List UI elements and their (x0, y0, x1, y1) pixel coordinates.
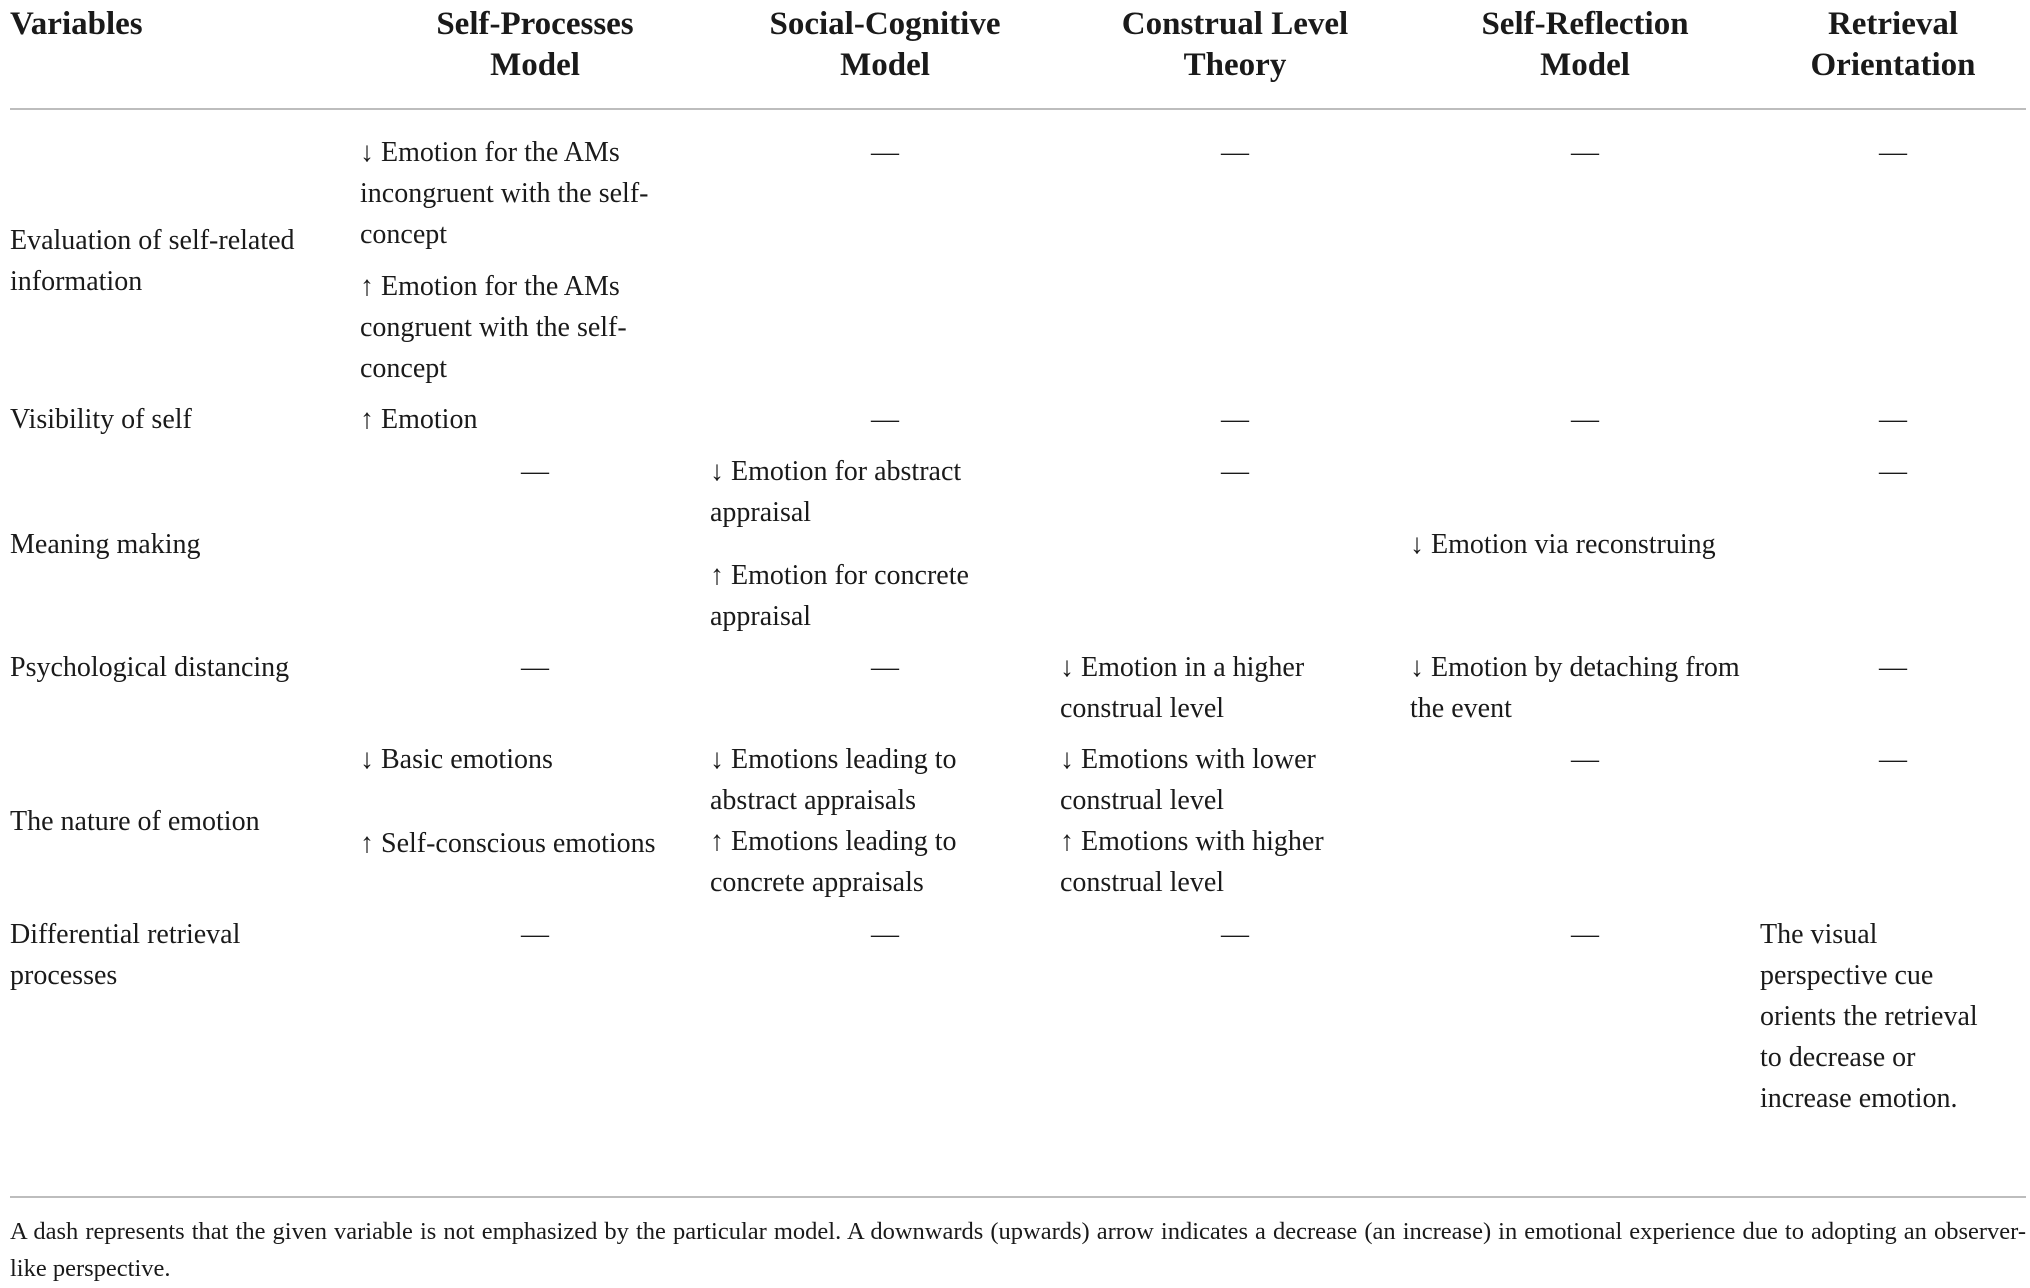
variable-cell: The nature of emotion (10, 805, 260, 837)
cell-text: ↓ Emotion via reconstruing (1410, 528, 1716, 560)
table-header (10, 0, 2026, 109)
cell-text: ↓ Emotion by detaching from the event (1410, 652, 1740, 724)
social-cognitive-cell: — (871, 137, 899, 168)
self-reflection-cell: — (1571, 404, 1599, 435)
table-row (10, 399, 2026, 451)
header-variables: Variables (10, 0, 360, 109)
retrieval-orientation-cell: — (1879, 137, 1907, 168)
header-self-processes-model (360, 0, 710, 109)
social-cognitive-cell: — (871, 919, 899, 950)
social-cognitive-cell: — (871, 652, 899, 683)
cell-text: ↓ Emotion for abstract appraisal (710, 456, 962, 528)
cell-text: ↓ Basic emotions (360, 744, 553, 775)
variable-cell: Psychological distancing (10, 652, 290, 683)
variable-cell (10, 914, 360, 1135)
social-cognitive-cell: — (871, 404, 899, 435)
cell-text: ↑ Emotions leading to concrete appraisals (710, 826, 957, 898)
retrieval-orientation-cell: — (1879, 456, 1907, 487)
construal-level-cell: — (1221, 456, 1249, 487)
self-reflection-cell (1410, 451, 1760, 647)
table-row (10, 451, 2026, 647)
retrieval-orientation-cell: — (1879, 404, 1907, 435)
construal-level-cell (1060, 647, 1410, 739)
self-processes-cell: ↑ Emotion (360, 404, 478, 435)
header-construal-level-theory (1060, 0, 1410, 109)
cell-text: ↓ Emotions leading to abstract appraisals (710, 744, 957, 816)
table-row (10, 739, 2026, 914)
cell-text: ↑ Self-conscious emotions (360, 828, 656, 859)
self-reflection-cell: — (1571, 137, 1599, 168)
self-processes-cell: — (521, 652, 549, 683)
table-row (10, 647, 2026, 739)
header-label: Self-Reflection Model (1481, 6, 1689, 83)
cell-text: Differential retrieval processes (10, 919, 241, 991)
self-processes-cell (360, 109, 710, 399)
header-label: Retrieval Orientation (1810, 6, 1976, 83)
self-processes-cell (360, 739, 710, 914)
cell-text: ↓ Emotion for the AMs incongruent with the self-concept (360, 137, 649, 250)
cell-text: ↑ Emotions with higher construal level (1060, 826, 1324, 898)
comparison-table-container (10, 0, 2026, 1135)
retrieval-orientation-cell (1760, 914, 2026, 1135)
header-label: Self-Processes Model (436, 6, 634, 83)
cell-text: ↑ Emotion for the AMs congruent with the self-concept (360, 271, 627, 384)
cell-text: The visual perspective cue orients the retrieval to decrease or increase emotion. (1760, 919, 1978, 1114)
header-self-reflection-model (1410, 0, 1760, 109)
construal-level-cell (1060, 739, 1410, 914)
table-row (10, 109, 2026, 399)
table-row (10, 914, 2026, 1135)
header-label: Construal Level Theory (1121, 6, 1349, 83)
variable-cell: Evaluation of self-related information (10, 224, 295, 297)
construal-level-cell: — (1221, 919, 1249, 950)
table-footnote: A dash represents that the given variable is not emphasized by the particular model. A downwards (upwards) arrow indicates a decrease (an increase) in emotional experience due to adopting an observer-like perspective. (10, 1196, 2026, 1287)
header-social-cognitive-model (710, 0, 1060, 109)
comparison-table (10, 0, 2026, 1135)
retrieval-orientation-cell: — (1879, 652, 1907, 683)
variable-cell: Meaning making (10, 528, 201, 560)
cell-text: ↑ Emotion for concrete appraisal (710, 560, 969, 632)
social-cognitive-cell (710, 451, 1060, 647)
self-processes-cell: — (521, 919, 549, 950)
header-row (10, 0, 2026, 109)
construal-level-cell: — (1221, 137, 1249, 168)
header-retrieval-orientation (1760, 0, 2026, 109)
table-body (10, 109, 2026, 1135)
self-reflection-cell (1410, 647, 1760, 739)
construal-level-cell: — (1221, 404, 1249, 435)
social-cognitive-cell (710, 739, 1060, 914)
self-reflection-cell: — (1571, 744, 1599, 775)
header-label: Social-Cognitive Model (769, 6, 1001, 83)
self-processes-cell: — (521, 456, 549, 487)
variable-cell: Visibility of self (10, 404, 192, 435)
cell-text: ↓ Emotions with lower construal level (1060, 744, 1316, 816)
retrieval-orientation-cell: — (1879, 744, 1907, 775)
cell-text: ↓ Emotion in a higher construal level (1060, 652, 1305, 724)
self-reflection-cell: — (1571, 919, 1599, 950)
